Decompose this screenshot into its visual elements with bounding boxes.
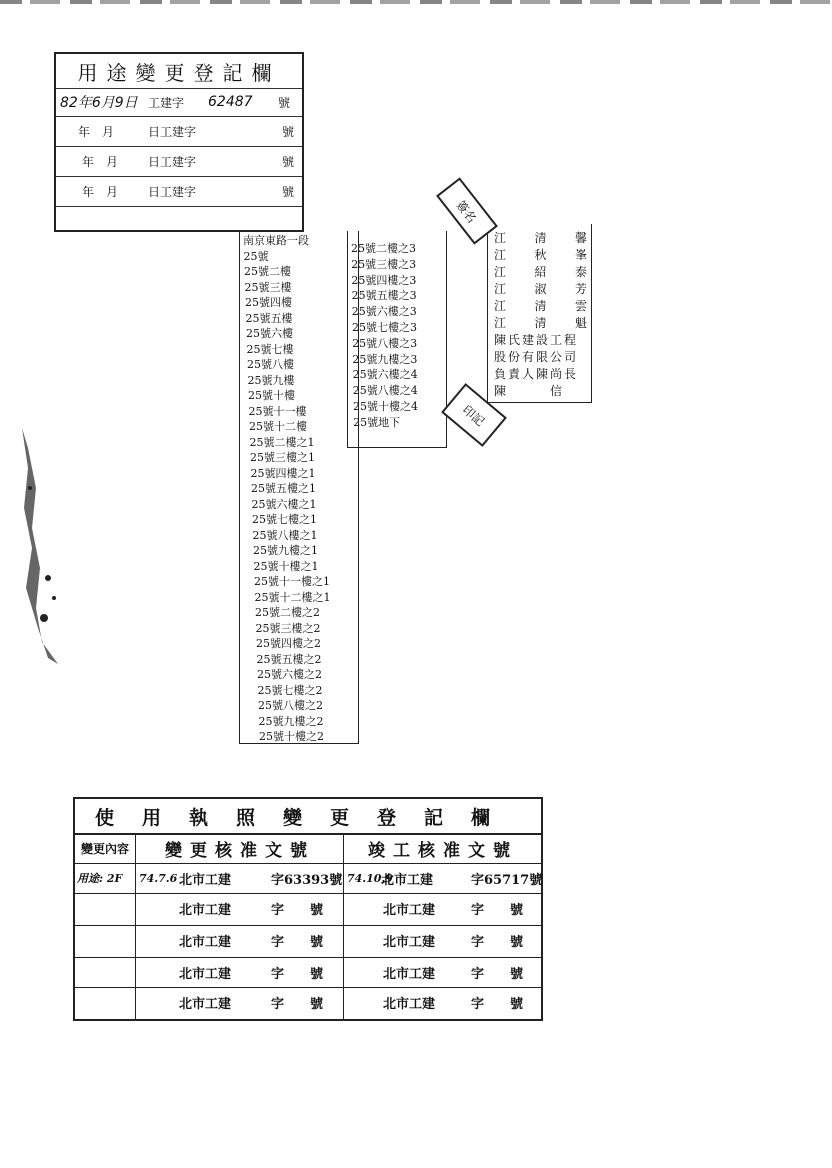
floor-entry: 25號五樓 <box>245 311 293 325</box>
row-number: 62487 <box>208 94 253 110</box>
row-change-office: 北市工建 <box>179 872 232 888</box>
row-done-number: 字 號 <box>471 966 524 982</box>
floor-entry: 25號六樓之4 <box>352 368 418 382</box>
usage-change-row <box>56 116 302 147</box>
owner-row <box>494 247 587 263</box>
floor-entry: 25號六樓之1 <box>251 497 317 511</box>
row-content: 用途: 2F <box>77 872 123 885</box>
floor-entry: 25號十樓之4 <box>353 400 418 413</box>
floor-entry: 25號四樓之3 <box>351 273 417 287</box>
floor-entry: 25號八樓之4 <box>352 384 418 398</box>
owner-name-part: 魁 <box>574 316 587 330</box>
row-change-number: 字 號 <box>271 902 324 918</box>
owner-name-part: 馨 <box>574 231 587 245</box>
owner-row <box>494 230 587 246</box>
row-change-date: 74.7.6 <box>139 871 178 885</box>
floor-entry: 25號二樓之3 <box>351 242 416 255</box>
header-change-approval: 變更核准文號 <box>165 840 315 861</box>
row-change-office: 北市工建 <box>179 934 232 950</box>
floor-entry: 25號地下 <box>353 415 401 429</box>
owner-name-part: 江 <box>494 282 507 296</box>
row-suffix: 號 <box>282 154 295 169</box>
owner-row <box>494 298 587 314</box>
floor-entry: 25號九樓之2 <box>258 714 324 728</box>
floor-entry: 25號八樓之1 <box>252 528 318 542</box>
owner-name-part: 芳 <box>574 282 587 296</box>
row-done-office: 北市工建 <box>383 996 436 1012</box>
row-change-office: 北市工建 <box>179 996 232 1012</box>
row-date: 82年6月9日 <box>60 95 138 111</box>
owner-name-part: 清 <box>534 231 547 245</box>
owner-company-line: 陳氏建設工程 <box>494 333 579 347</box>
row-done-number: 字 號 <box>471 996 524 1012</box>
header-completion-approval: 竣工核准文號 <box>368 840 518 861</box>
owner-list <box>487 224 592 403</box>
row-office: 工建字 <box>148 95 185 110</box>
row-change-number: 字 號 <box>271 996 324 1012</box>
floor-entry: 25號五樓之1 <box>251 482 316 495</box>
owner-name-part: 清 <box>534 299 547 313</box>
floor-entry: 25號十樓 <box>248 389 295 402</box>
row-date: 年 月 <box>82 184 131 199</box>
floor-entry: 25號十樓之2 <box>259 730 324 743</box>
row-change-office: 北市工建 <box>179 966 232 982</box>
usage-change-row <box>56 88 302 117</box>
usage-change-row <box>56 176 302 207</box>
owner-name-part: 江 <box>494 265 507 279</box>
owner-name-part: 秋 <box>534 248 547 262</box>
row-done-office: 北市工建 <box>383 934 436 950</box>
floor-entry: 25號八樓之3 <box>352 336 418 350</box>
floor-entry: 25號三樓之2 <box>255 621 321 635</box>
floor-entry: 25號八樓 <box>247 358 294 371</box>
row-done-office: 北市工建 <box>383 902 436 918</box>
floor-entry: 25號十樓之1 <box>253 559 319 573</box>
floor-entry: 25號四樓之2 <box>256 637 321 650</box>
row-office: 日工建字 <box>148 154 197 169</box>
owner-company-line: 陳 信 <box>494 384 565 398</box>
floor-entry: 25號七樓之3 <box>352 321 417 334</box>
floor-entry: 25號四樓之1 <box>250 466 316 480</box>
floor-entry: 25號二樓之2 <box>255 606 320 619</box>
row-office: 日工建字 <box>148 184 197 199</box>
floor-entry: 25號九樓 <box>247 373 295 387</box>
owner-row <box>494 281 587 297</box>
floor-entry: 25號九樓之3 <box>352 352 418 366</box>
row-done-office: 北市工建 <box>381 872 434 888</box>
row-done-number: 字 號 <box>471 934 524 950</box>
floor-entry: 25號二樓之1 <box>249 435 315 449</box>
floor-entry: 25號二樓 <box>244 265 291 278</box>
floor-entry: 25號三樓之1 <box>250 451 315 464</box>
row-change-number: 字 號 <box>271 934 324 950</box>
usage-change-row <box>56 146 302 177</box>
license-change-table <box>73 797 543 1021</box>
floor-entry: 25號六樓之3 <box>351 305 417 319</box>
scan-artifact-top <box>0 0 832 4</box>
floor-entry: 25號六樓之2 <box>257 668 322 681</box>
table-rule-vertical <box>343 833 344 1019</box>
owner-name-part: 清 <box>534 316 547 330</box>
floor-entry: 南京東路一段 <box>243 234 309 247</box>
floor-entry: 25號十二樓 <box>249 420 307 433</box>
owner-company-line: 負責人陳尚長 <box>494 367 579 381</box>
usage-change-box <box>54 52 304 232</box>
floor-entry: 25號十一樓 <box>248 404 307 418</box>
owner-name-part: 紹 <box>534 265 547 279</box>
scan-noise <box>18 428 62 668</box>
floor-entry: 25號四樓 <box>245 296 292 309</box>
floor-list-column-a <box>239 231 359 744</box>
row-date: 年 月 <box>82 154 131 169</box>
floor-entry: 25號七樓 <box>246 342 294 356</box>
floor-entry: 25號六樓 <box>246 327 293 340</box>
row-suffix: 號 <box>282 184 295 199</box>
row-date: 年 月 <box>78 124 127 139</box>
owner-name-part: 江 <box>494 299 507 313</box>
row-done-number: 字 號 <box>471 902 524 918</box>
floor-entry: 25號八樓之2 <box>258 699 323 712</box>
row-change-office: 北市工建 <box>179 902 232 918</box>
owner-row <box>494 264 587 280</box>
row-change-number: 字63393號 <box>271 872 343 888</box>
floor-entry: 25號五樓之3 <box>351 289 417 303</box>
header-content: 變更內容 <box>80 841 129 856</box>
floor-entry: 25號七樓之2 <box>257 683 323 697</box>
owner-name-part: 淑 <box>534 282 547 296</box>
owner-name-part: 江 <box>494 316 507 330</box>
floor-entry: 25號十一樓之1 <box>254 575 330 588</box>
usage-change-title: 用途變更登記欄 <box>56 54 302 89</box>
row-done-number: 字65717號 <box>471 872 543 888</box>
floor-entry: 25號 <box>243 249 269 263</box>
seal-stamp: 簽名 <box>436 177 498 244</box>
usage-change-row-empty <box>56 206 302 228</box>
row-suffix: 號 <box>278 95 291 110</box>
floor-list-column-b <box>347 231 447 448</box>
table-rule-vertical <box>135 833 136 1019</box>
owner-name-part: 雲 <box>574 299 587 313</box>
row-done-office: 北市工建 <box>383 966 436 982</box>
owner-name-part: 峯 <box>574 248 587 262</box>
owner-name-part: 江 <box>494 248 507 262</box>
floor-entry: 25號九樓之1 <box>253 544 318 557</box>
floor-entry: 25號七樓之1 <box>252 513 317 526</box>
row-done-date: 74.10.9 <box>347 871 393 885</box>
owner-name-part: 泰 <box>574 265 587 279</box>
owner-row <box>494 315 587 331</box>
row-suffix: 號 <box>282 124 295 139</box>
floor-entry: 25號三樓 <box>244 280 292 294</box>
floor-entry: 25號五樓之2 <box>256 652 322 666</box>
seal-stamp: 印記 <box>441 383 507 447</box>
owner-name-part: 江 <box>494 231 507 245</box>
floor-entry: 25號十二樓之1 <box>254 590 331 604</box>
floor-entry: 25號三樓之3 <box>351 257 417 271</box>
owner-company-line: 股份有限公司 <box>494 350 579 364</box>
row-change-number: 字 號 <box>271 966 324 982</box>
row-office: 日工建字 <box>148 124 197 139</box>
license-table-title: 使用執照變更登記欄 <box>75 797 541 835</box>
